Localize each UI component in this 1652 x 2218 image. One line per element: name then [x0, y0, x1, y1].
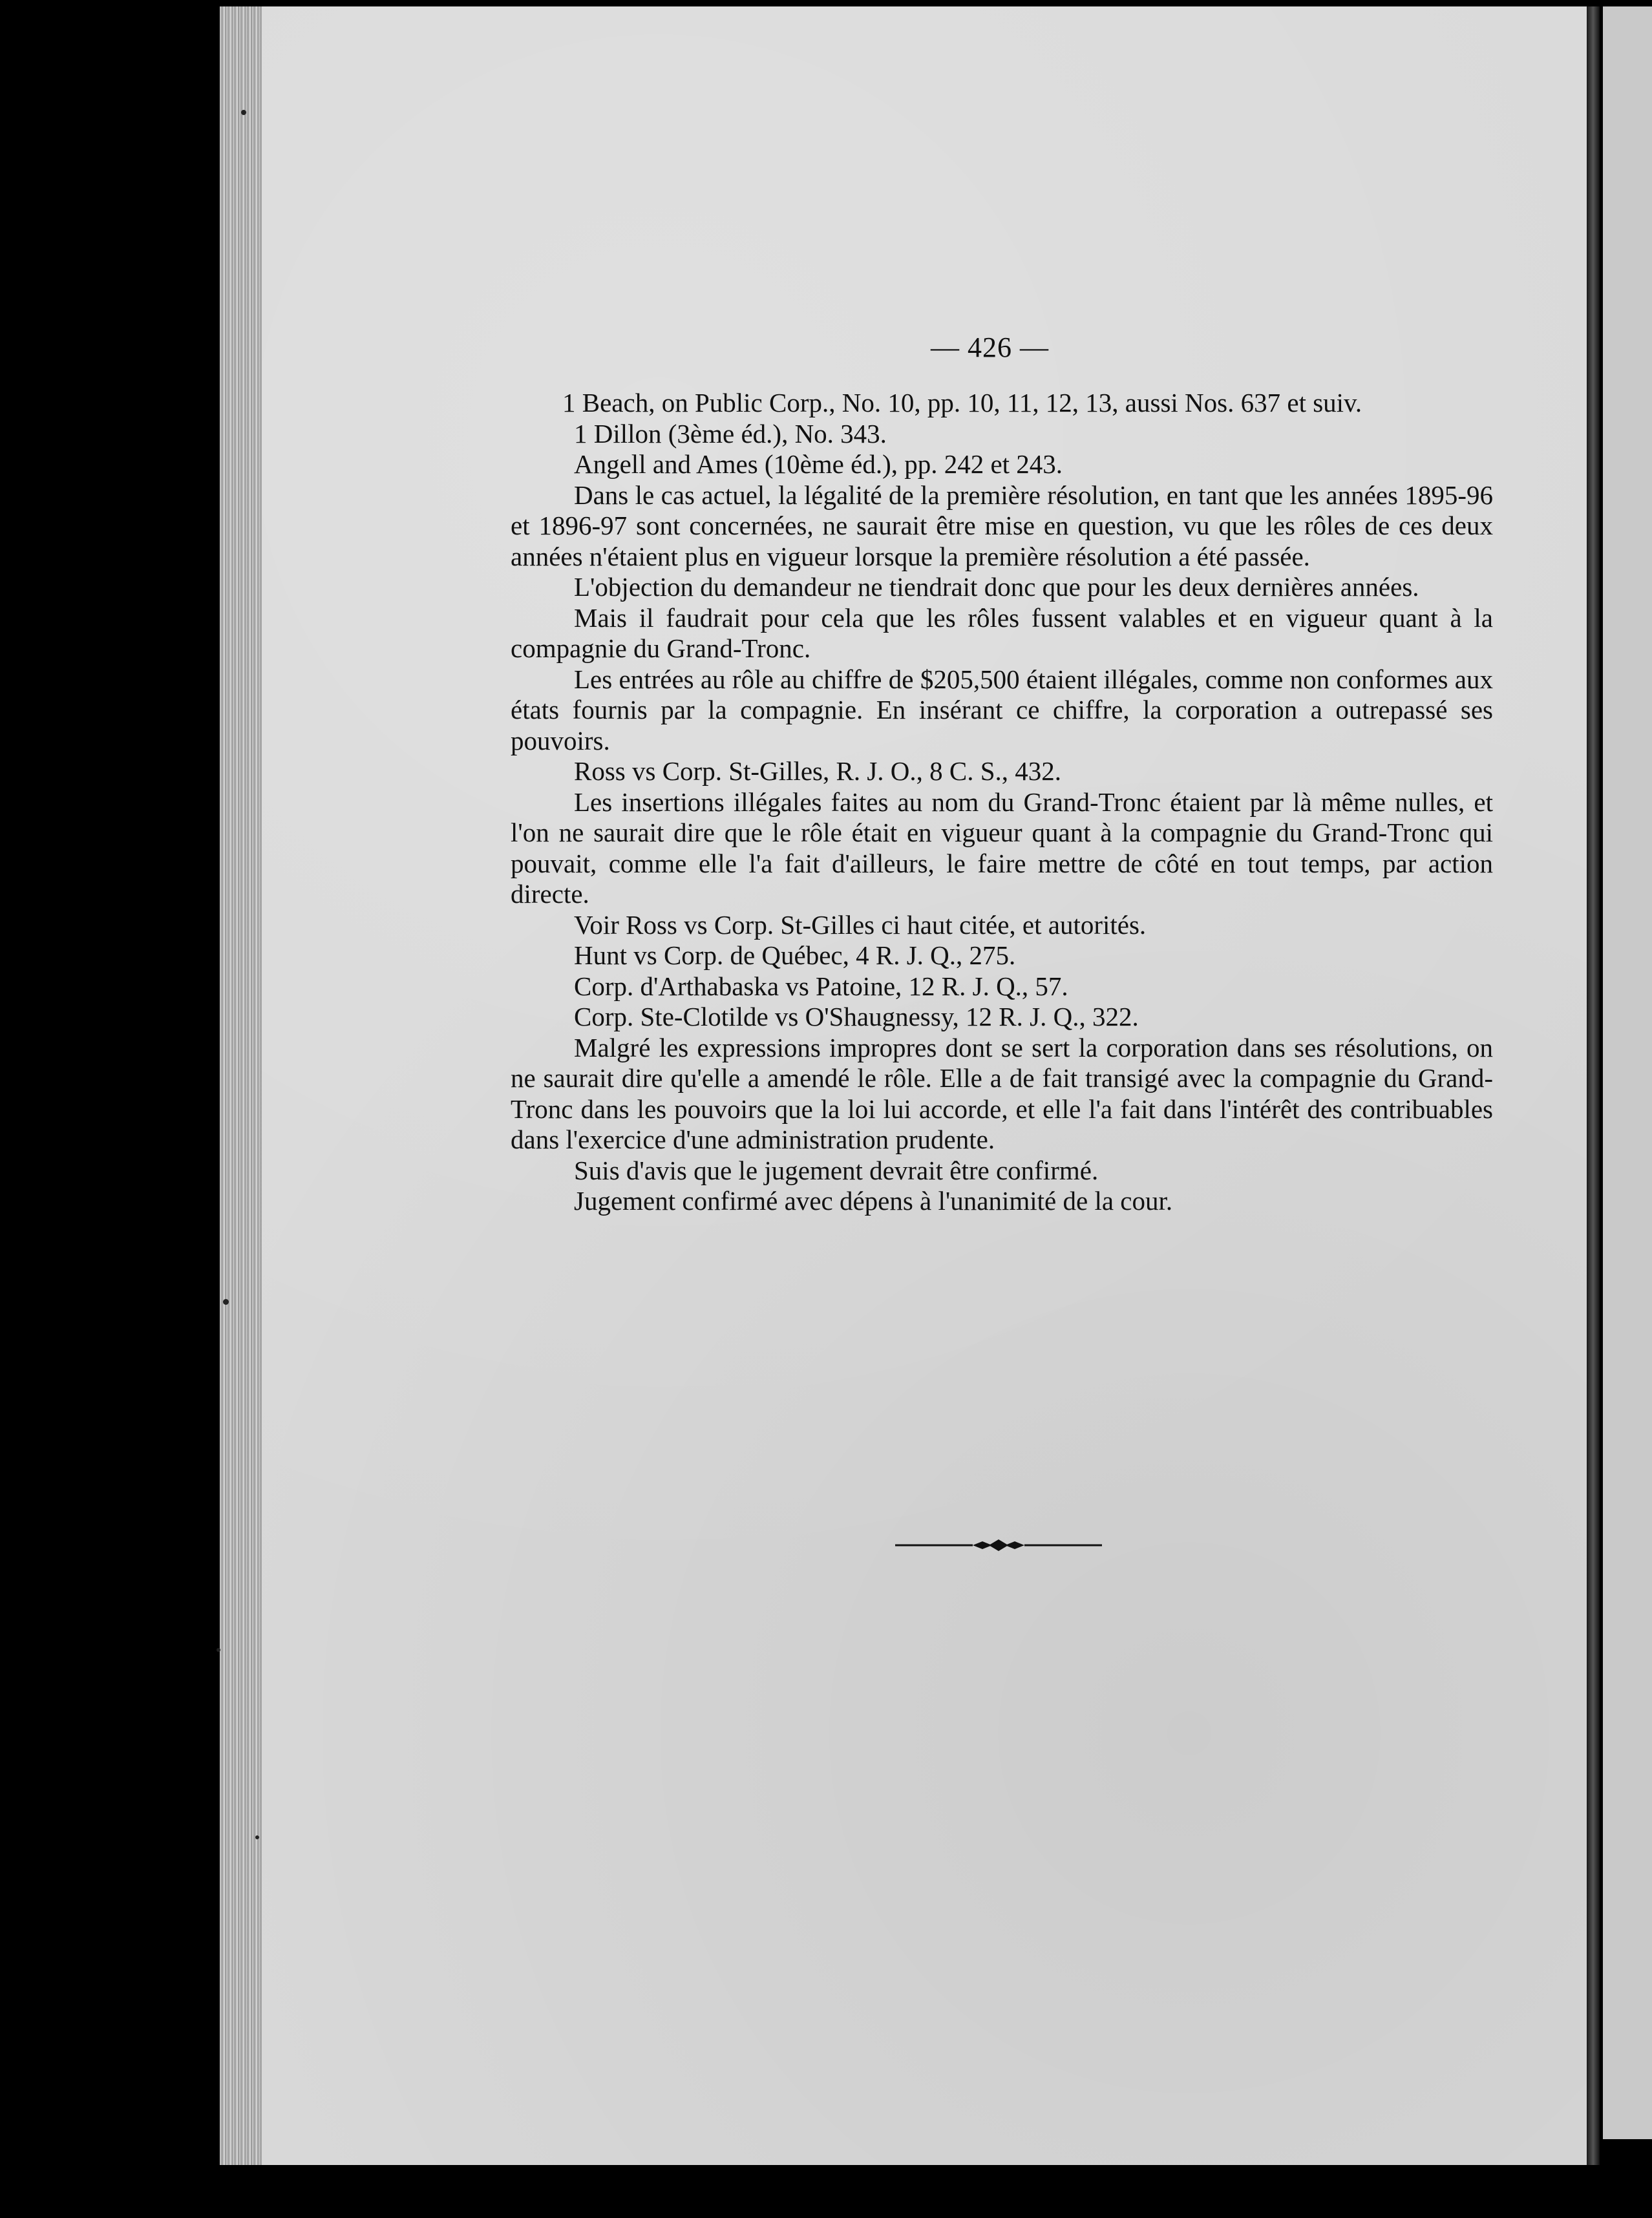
- citation-paragraph: Corp. d'Arthabaska vs Patoine, 12 R. J. Q., 57.: [574, 971, 1068, 1001]
- body-paragraph: Malgré les expressions impropres dont se sert la corporation dans ses résolutions, on ne saurait dire qu'elle a amendé le rôle. Elle a de fait transigé avec la compagnie du Grand-Tronc dans les pouvoirs que la loi lui accorde, et elle l'a fait dans l'intérêt des contribuables dans l'exercice d'une administration prudente.: [511, 1032, 1493, 1154]
- paper-speck: [241, 110, 246, 115]
- citation-paragraph: Angell and Ames (10ème éd.), pp. 242 et 243.: [574, 449, 1063, 479]
- body-paragraph: L'objection du demandeur ne tiendrait donc que pour les deux dernières années.: [574, 572, 1419, 602]
- citation-paragraph: Hunt vs Corp. de Québec, 4 R. J. Q., 275.: [574, 940, 1016, 970]
- body-paragraph: Suis d'avis que le jugement devrait être confirmé.: [574, 1155, 1099, 1185]
- book-spine-shadow: [1587, 6, 1600, 2165]
- paper-speck: [255, 1835, 259, 1839]
- document-body: [511, 388, 1493, 1217]
- facing-page-edge: [1603, 6, 1652, 2139]
- body-paragraph: Jugement confirmé avec dépens à l'unanimité de la cour.: [574, 1186, 1173, 1216]
- citation-paragraph: 1 Dillon (3ème éd.), No. 343.: [574, 418, 887, 449]
- body-paragraph: Les entrées au rôle au chiffre de $205,500 étaient illégales, comme non conformes aux états fournis par la compagnie. En insérant ce chiffre, la corporation a outrepassé ses pouvoirs.: [511, 664, 1493, 755]
- paper-speck: [223, 1299, 229, 1305]
- body-paragraph: Les insertions illégales faites au nom du Grand-Tronc étaient par là même nulles, et l'on ne saurait dire que le rôle était en vigueur quant à la compagnie du Grand-Tronc qui pouvait, comme elle l'a fait d'ailleurs, le faire mettre de côté en tout temps, par action directe.: [511, 787, 1493, 909]
- book-gutter-edge: [220, 6, 265, 2165]
- paper-speck: [217, 1648, 220, 1652]
- page-number: — 426 —: [931, 332, 1049, 363]
- divider-ornament-icon: [895, 1536, 1102, 1555]
- citation-paragraph: Corp. Ste-Clotilde vs O'Shaugnessy, 12 R. J. Q., 322.: [574, 1002, 1139, 1031]
- citation-paragraph: Voir Ross vs Corp. St-Gilles ci haut citée, et autorités.: [574, 909, 1147, 940]
- citation-paragraph: Ross vs Corp. St-Gilles, R. J. O., 8 C. S., 432.: [574, 756, 1062, 786]
- body-paragraph: Mais il faudrait pour cela que les rôles fussent valables et en vigueur quant à la compagnie du Grand-Tronc.: [511, 602, 1493, 663]
- body-paragraph: Dans le cas actuel, la légalité de la première résolution, en tant que les années 1895-96 et 1896-97 sont concernées, ne saurait être mise en question, vu que les rôles de ces deux années n'étaient plus en vigueur lorsque la première résolution a été passée.: [511, 480, 1493, 571]
- citation-paragraph: 1 Beach, on Public Corp., No. 10, pp. 10, 11, 12, 13, aussi Nos. 637 et suiv.: [562, 388, 1362, 417]
